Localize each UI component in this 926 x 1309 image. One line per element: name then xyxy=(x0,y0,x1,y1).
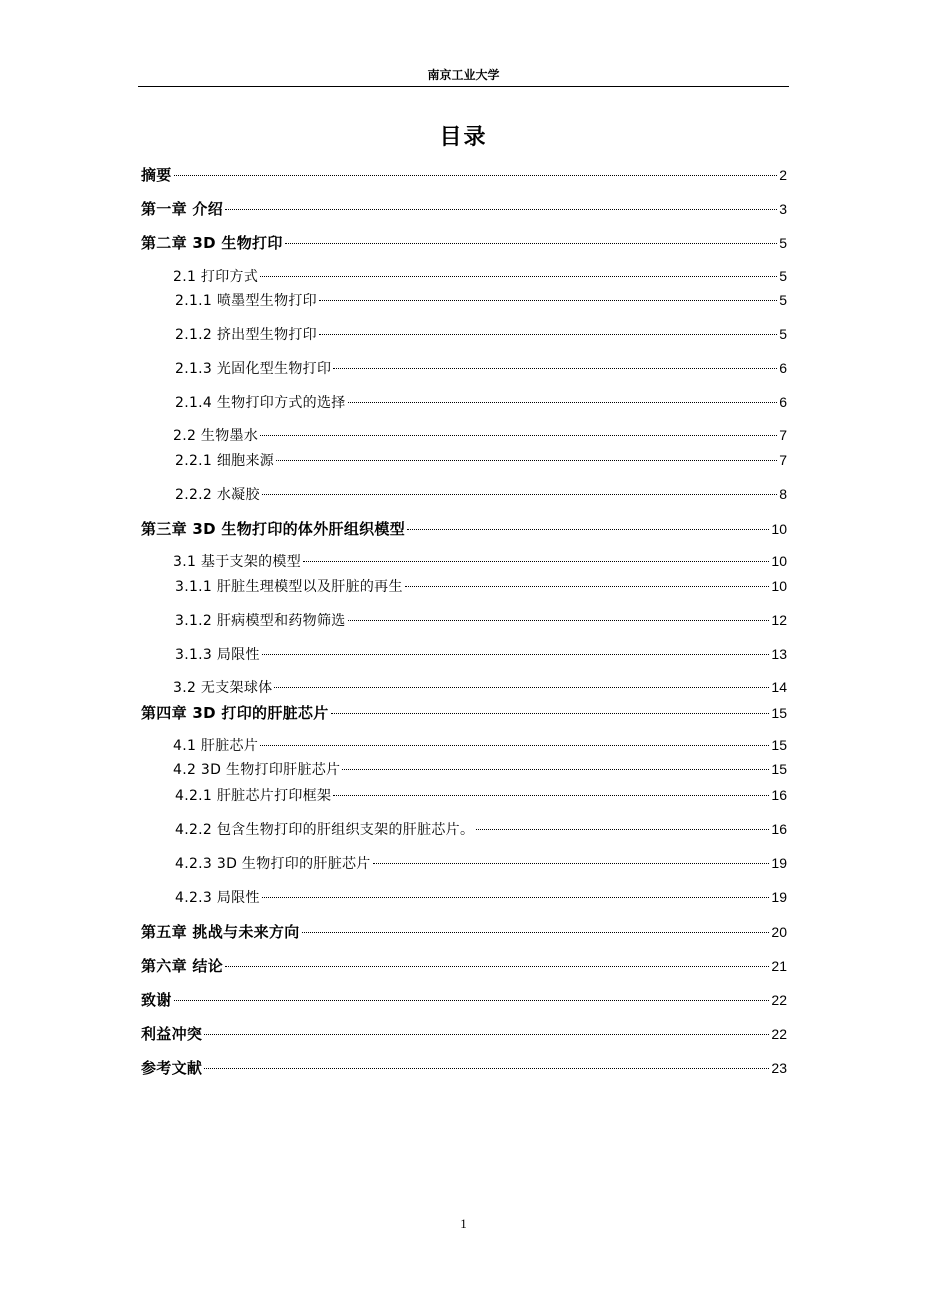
toc-entry-page: 20 xyxy=(771,924,787,940)
toc-entry[interactable] xyxy=(173,735,787,755)
toc-entry-label: 3.1.2 肝病模型和药物筛选 xyxy=(175,613,346,629)
toc-leader-dots xyxy=(348,402,778,403)
toc-entry-page: 5 xyxy=(779,326,787,342)
toc-leader-dots xyxy=(476,829,769,830)
toc-entry[interactable] xyxy=(141,921,787,941)
toc-entry[interactable] xyxy=(175,887,787,907)
toc-entry-label: 2.1.1 喷墨型生物打印 xyxy=(175,293,317,309)
toc-entry-label: 2.2.2 水凝胶 xyxy=(175,487,260,503)
toc-entry-label: 第二章 3D 生物打印 xyxy=(141,234,283,252)
toc-entry-page: 15 xyxy=(771,761,787,777)
toc-entry-label: 2.2.1 细胞来源 xyxy=(175,453,275,469)
toc-entry-label: 4.2 3D 生物打印肝脏芯片 xyxy=(173,762,341,778)
toc-entry[interactable] xyxy=(173,759,787,779)
toc-entry-label: 第六章 结论 xyxy=(141,957,224,975)
toc-leader-dots xyxy=(225,209,777,210)
toc-leader-dots xyxy=(342,769,769,770)
toc-entry[interactable] xyxy=(175,785,787,805)
toc-entry-page: 15 xyxy=(771,705,787,721)
toc-entry-page: 10 xyxy=(771,578,787,594)
toc-entry-page: 7 xyxy=(779,427,787,443)
toc-entry-page: 13 xyxy=(771,646,787,662)
page-header: 南京工业大学 xyxy=(427,68,500,82)
toc-entry-label: 3.2 无支架球体 xyxy=(173,680,273,696)
toc-leader-dots xyxy=(204,1068,769,1069)
toc-leader-dots xyxy=(260,745,769,746)
toc-entry[interactable] xyxy=(175,610,787,630)
toc-entry-label: 4.2.3 3D 生物打印的肝脏芯片 xyxy=(175,856,371,872)
toc-entry-page: 16 xyxy=(771,787,787,803)
toc-entry[interactable] xyxy=(141,198,787,218)
toc-entry[interactable] xyxy=(141,955,787,975)
toc-entry-page: 22 xyxy=(771,1026,787,1042)
toc-entry[interactable] xyxy=(175,644,787,664)
toc-leader-dots xyxy=(373,863,770,864)
toc-entry-label: 3.1.1 肝脏生理模型以及肝脏的再生 xyxy=(175,579,403,595)
toc-entry[interactable] xyxy=(175,450,787,470)
toc-entry-label: 摘要 xyxy=(141,166,172,184)
toc-leader-dots xyxy=(260,435,777,436)
toc-entry-page: 8 xyxy=(779,486,787,502)
toc-entry-label: 第五章 挑战与未来方向 xyxy=(141,923,300,941)
toc-entry-label: 2.1 打印方式 xyxy=(173,269,259,285)
toc-entry-page: 16 xyxy=(771,821,787,837)
toc-leader-dots xyxy=(262,897,770,898)
toc-entry[interactable] xyxy=(173,677,787,697)
toc-entry[interactable] xyxy=(141,1057,787,1077)
toc-entry-label: 第三章 3D 生物打印的体外肝组织模型 xyxy=(141,520,406,538)
toc-entry[interactable] xyxy=(141,702,787,722)
toc-entry-page: 12 xyxy=(771,612,787,628)
toc-entry-page: 14 xyxy=(771,679,787,695)
toc-entry-label: 4.2.3 局限性 xyxy=(175,890,260,906)
toc-entry-label: 第四章 3D 打印的肝脏芯片 xyxy=(141,704,329,722)
toc-entry[interactable] xyxy=(173,266,787,286)
toc-leader-dots xyxy=(262,494,777,495)
toc-leader-dots xyxy=(319,334,777,335)
toc-entry-label: 3.1 基于支架的模型 xyxy=(173,554,302,570)
toc-entry[interactable] xyxy=(175,324,787,344)
toc-entry-label: 第一章 介绍 xyxy=(141,200,224,218)
toc-entry[interactable] xyxy=(175,576,787,596)
header-rule xyxy=(138,86,789,87)
toc-leader-dots xyxy=(333,795,769,796)
toc-entry-page: 7 xyxy=(779,452,787,468)
toc-entry[interactable] xyxy=(175,358,787,378)
toc-leader-dots xyxy=(274,687,769,688)
toc-entry-label: 2.2 生物墨水 xyxy=(173,428,259,444)
toc-entry-label: 4.2.1 肝脏芯片打印框架 xyxy=(175,788,332,804)
toc-leader-dots xyxy=(262,654,770,655)
toc-leader-dots xyxy=(204,1034,769,1035)
page-number: 1 xyxy=(460,1216,467,1231)
toc-entry-page: 6 xyxy=(779,394,787,410)
toc-entry[interactable] xyxy=(173,551,787,571)
toc-leader-dots xyxy=(407,529,769,530)
toc-entry[interactable] xyxy=(175,392,787,412)
toc-entry-page: 10 xyxy=(771,521,787,537)
toc-entry-page: 2 xyxy=(779,167,787,183)
toc-leader-dots xyxy=(331,713,770,714)
toc-entry[interactable] xyxy=(141,1023,787,1043)
toc-entry-page: 19 xyxy=(771,889,787,905)
toc-entry-label: 4.2.2 包含生物打印的肝组织支架的肝脏芯片。 xyxy=(175,822,475,838)
toc-leader-dots xyxy=(174,175,778,176)
toc-leader-dots xyxy=(285,243,778,244)
toc-entry-label: 致谢 xyxy=(141,991,172,1009)
toc-leader-dots xyxy=(302,932,770,933)
toc-entry-page: 22 xyxy=(771,992,787,1008)
toc-entry[interactable] xyxy=(175,290,787,310)
toc-entry-page: 5 xyxy=(779,235,787,251)
toc-entry[interactable] xyxy=(141,518,787,538)
toc-leader-dots xyxy=(276,460,777,461)
toc-entry[interactable] xyxy=(141,164,787,184)
toc-leader-dots xyxy=(260,276,777,277)
toc-entry-label: 2.1.4 生物打印方式的选择 xyxy=(175,395,346,411)
toc-entry[interactable] xyxy=(175,819,787,839)
toc-entry-page: 23 xyxy=(771,1060,787,1076)
toc-title: 目录 xyxy=(439,125,488,150)
toc-leader-dots xyxy=(174,1000,770,1001)
toc-entry-page: 21 xyxy=(771,958,787,974)
toc-entry[interactable] xyxy=(141,232,787,252)
toc-entry-label: 参考文献 xyxy=(141,1059,203,1077)
toc-entry[interactable] xyxy=(141,989,787,1009)
toc-entry-page: 3 xyxy=(779,201,787,217)
toc-leader-dots xyxy=(225,966,769,967)
toc-entry-page: 5 xyxy=(779,292,787,308)
toc-entry-page: 5 xyxy=(779,268,787,284)
toc-entry-label: 2.1.3 光固化型生物打印 xyxy=(175,361,332,377)
toc-entry-page: 6 xyxy=(779,360,787,376)
toc-leader-dots xyxy=(303,561,769,562)
toc-entry[interactable] xyxy=(175,484,787,504)
toc-entry-page: 10 xyxy=(771,553,787,569)
toc-leader-dots xyxy=(405,586,770,587)
toc-entry-label: 利益冲突 xyxy=(141,1025,203,1043)
toc-entry-label: 2.1.2 挤出型生物打印 xyxy=(175,327,317,343)
toc-entry[interactable] xyxy=(175,853,787,873)
toc-leader-dots xyxy=(319,300,777,301)
toc-leader-dots xyxy=(333,368,777,369)
toc-entry-page: 19 xyxy=(771,855,787,871)
toc-entry[interactable] xyxy=(173,425,787,445)
toc-leader-dots xyxy=(348,620,770,621)
toc-entry-label: 3.1.3 局限性 xyxy=(175,647,260,663)
toc-entry-page: 15 xyxy=(771,737,787,753)
toc-entry-label: 4.1 肝脏芯片 xyxy=(173,738,259,754)
